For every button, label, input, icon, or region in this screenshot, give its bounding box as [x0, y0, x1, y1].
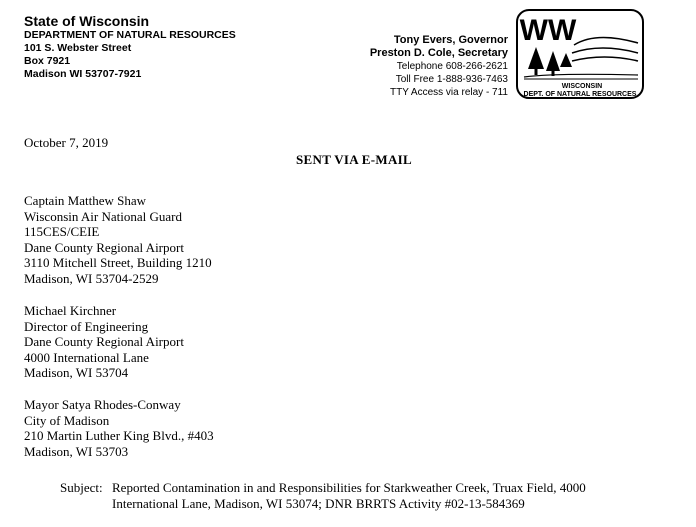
recipient-address: [24, 193, 212, 286]
address-line: 4000 International Lane: [24, 349, 149, 365]
address-line: Madison, WI 53703: [24, 443, 129, 459]
letter-date: October 7, 2019: [24, 135, 109, 150]
address-line: Dane County Regional Airport: [24, 334, 184, 349]
subject-label: Subject:: [60, 480, 103, 495]
recipient-address: [24, 397, 214, 459]
address-line: Michael Kirchner: [24, 303, 117, 318]
address-line: Mayor Satya Rhodes-Conway: [24, 397, 181, 412]
governor-name: Tony Evers, Governor: [393, 34, 508, 46]
address-line: Captain Matthew Shaw: [24, 193, 147, 208]
secretary-name: Preston D. Cole, Secretary: [369, 47, 508, 59]
delivery-method: SENT VIA E-MAIL: [296, 152, 412, 167]
tty-access: TTY Access via relay - 711: [389, 87, 508, 98]
address-line: 101 S. Webster Street: [24, 42, 132, 54]
address-line: City of Madison: [24, 412, 110, 428]
logo-mark: WW: [519, 14, 577, 47]
subject-text-line: Reported Contamination in and Responsibilities for Starkweather Creek, Truax Field, 4000: [112, 480, 586, 495]
subject-text: [112, 480, 632, 511]
address-line: Madison, WI 53704: [24, 365, 129, 380]
address-line: Wisconsin Air National Guard: [24, 208, 182, 224]
dnr-logo-icon: [516, 9, 644, 99]
recipient-address: [24, 303, 184, 381]
address-line: 115CES/CEIE: [24, 224, 100, 239]
letterhead-officials: [370, 34, 508, 99]
address-line: 3110 Mitchell Street, Building 1210: [24, 255, 212, 270]
logo-line2: DEPT. OF NATURAL RESOURCES: [523, 91, 637, 98]
address-line: Madison, WI 53704-2529: [24, 270, 159, 286]
address-line: Director of Engineering: [24, 318, 149, 334]
subject-text-line: International Lane, Madison, WI 53074; DNR BRRTS Activity #02-13-584369: [112, 495, 525, 511]
address-line: Madison WI 53707-7921: [24, 68, 142, 80]
address-line: Box 7921: [24, 55, 71, 67]
toll-free: Toll Free 1-888-936-7463: [395, 74, 508, 85]
letterhead-agency: [24, 13, 236, 81]
telephone: Telephone 608-266-2621: [396, 61, 508, 72]
state-name: State of Wisconsin: [24, 13, 150, 29]
address-line: 210 Martin Luther King Blvd., #403: [24, 428, 214, 443]
department-name: DEPARTMENT OF NATURAL RESOURCES: [24, 29, 236, 41]
logo-line1: WISCONSIN: [561, 83, 603, 90]
address-line: Dane County Regional Airport: [24, 239, 184, 255]
